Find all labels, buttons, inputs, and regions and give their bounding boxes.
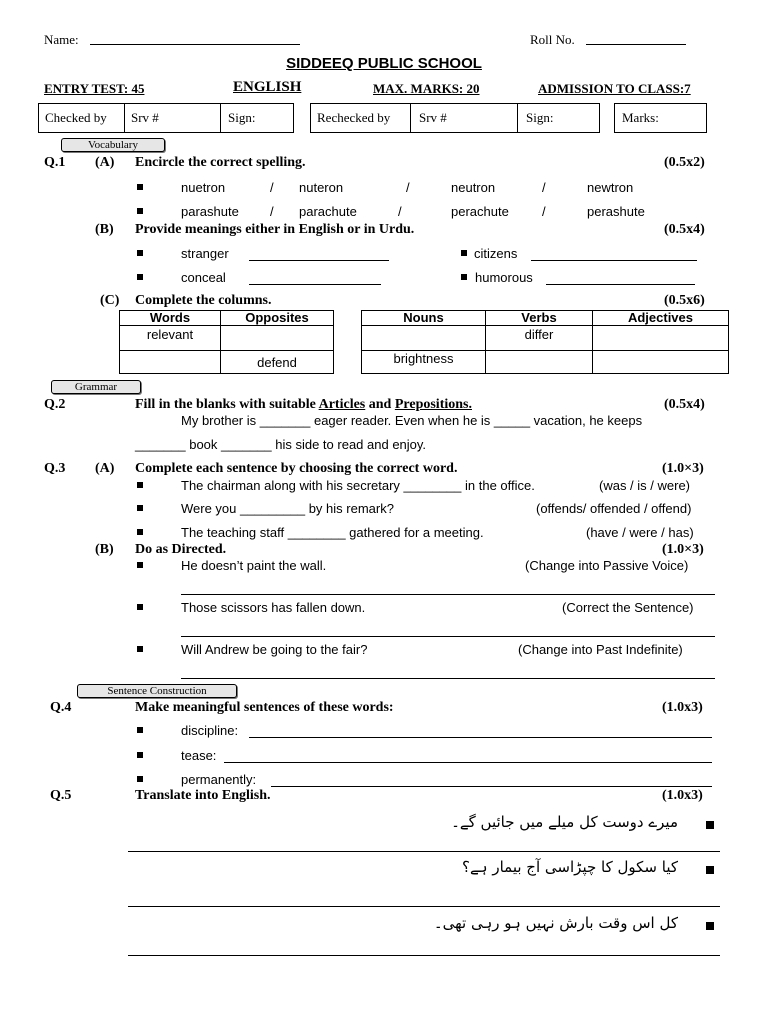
q3a-marks: (1.0×3) xyxy=(662,461,704,476)
q1b-title: Provide meanings either in English or in Urdu. xyxy=(135,222,415,237)
bullet-icon xyxy=(461,274,467,280)
srv2-label: Srv # xyxy=(419,110,447,125)
separator: / xyxy=(542,180,546,195)
spelling-option[interactable]: parashute xyxy=(181,204,239,219)
table-header: Verbs xyxy=(485,310,593,326)
table-header: Adjectives xyxy=(592,310,729,326)
q5-marks: (1.0x3) xyxy=(662,788,703,803)
answer-line[interactable] xyxy=(271,786,712,787)
bullet-icon xyxy=(706,922,714,930)
roll-input-line[interactable] xyxy=(586,44,686,45)
section-tag-sentence-construction: Sentence Construction xyxy=(77,684,237,698)
bullet-icon xyxy=(137,274,143,280)
q3b-sentence: Those scissors has fallen down. xyxy=(181,600,366,615)
separator: / xyxy=(270,204,274,219)
table-cell-blank[interactable] xyxy=(361,325,486,351)
table-cell-blank[interactable] xyxy=(592,350,729,374)
spelling-option[interactable]: nuetron xyxy=(181,180,226,195)
q1b-marks: (0.5x4) xyxy=(664,222,705,237)
table-cell: brightness xyxy=(361,350,486,374)
q3a-sentence: Were you _________ by his remark? xyxy=(181,501,394,516)
checked-by-label: Checked by xyxy=(45,110,107,125)
bullet-icon xyxy=(706,821,714,829)
roll-label: Roll No. xyxy=(530,32,575,47)
q1c-label: (C) xyxy=(100,293,120,308)
q3b-instruction: (Change into Past Indefinite) xyxy=(518,642,683,657)
q2-passage-line: My brother is _______ eager reader. Even when he is _____ vacation, he keeps xyxy=(181,413,643,428)
spelling-option[interactable]: perachute xyxy=(451,204,509,219)
bullet-icon xyxy=(137,184,143,190)
spelling-option[interactable]: newtron xyxy=(587,180,634,195)
q4-word: permanently: xyxy=(181,772,257,787)
q3a-label: (A) xyxy=(95,461,115,476)
rechecked-by-label: Rechecked by xyxy=(317,110,391,125)
separator: / xyxy=(406,180,410,195)
table-cell-blank[interactable] xyxy=(592,325,729,351)
q1a-marks: (0.5x2) xyxy=(664,155,705,170)
bullet-icon xyxy=(137,776,143,782)
meaning-word: humorous xyxy=(475,270,533,285)
q3a-title: Complete each sentence by choosing the correct word. xyxy=(135,461,458,476)
table-header: Opposites xyxy=(220,310,334,326)
separator: / xyxy=(398,204,402,219)
answer-line[interactable] xyxy=(531,260,697,261)
q2-marks: (0.5x4) xyxy=(664,397,705,412)
marks-label: Marks: xyxy=(622,110,659,125)
q3b-marks: (1.0×3) xyxy=(662,542,704,557)
bullet-icon xyxy=(137,604,143,610)
admission-class: ADMISSION TO CLASS:7 xyxy=(538,81,691,96)
answer-line[interactable] xyxy=(128,955,720,956)
spelling-option[interactable]: nuteron xyxy=(299,180,344,195)
q3a-options: (was / is / were) xyxy=(599,478,691,493)
separator: / xyxy=(542,204,546,219)
q3b-title: Do as Directed. xyxy=(135,542,227,557)
bullet-icon xyxy=(137,562,143,568)
separator: / xyxy=(270,180,274,195)
q2-title: Fill in the blanks with suitable Articles and Prepositions. xyxy=(135,397,472,412)
table-header: Nouns xyxy=(361,310,486,326)
q3a-sentence: The teaching staff ________ gathered for a meeting. xyxy=(181,525,484,540)
entry-test: ENTRY TEST: 45 xyxy=(44,81,145,96)
answer-line[interactable] xyxy=(128,851,720,852)
subject-title: ENGLISH xyxy=(233,79,302,95)
spelling-option[interactable]: parachute xyxy=(299,204,357,219)
max-marks: MAX. MARKS: 20 xyxy=(373,81,480,96)
answer-line[interactable] xyxy=(249,737,712,738)
q4-marks: (1.0x3) xyxy=(662,700,703,715)
table-cell-blank[interactable] xyxy=(220,325,334,351)
bullet-icon xyxy=(137,505,143,511)
q1c-title: Complete the columns. xyxy=(135,293,272,308)
sign2-label: Sign: xyxy=(526,110,554,125)
bullet-icon xyxy=(137,752,143,758)
urdu-sentence: کیا سکول کا چپڑاسی آج بیمار ہے؟ xyxy=(462,858,678,876)
name-label: Name: xyxy=(44,32,79,47)
srv-label: Srv # xyxy=(131,110,159,125)
table-cell: differ xyxy=(485,325,593,351)
q3b-instruction: (Change into Passive Voice) xyxy=(525,558,689,573)
answer-line[interactable] xyxy=(249,260,389,261)
q2-passage-line: _______ book _______ his side to read and enjoy. xyxy=(135,437,427,452)
sign-label: Sign: xyxy=(228,110,256,125)
q3b-instruction: (Correct the Sentence) xyxy=(562,600,694,615)
q3-number: Q.3 xyxy=(44,461,66,476)
spelling-option[interactable]: perashute xyxy=(587,204,645,219)
q5-number: Q.5 xyxy=(50,788,72,803)
answer-line[interactable] xyxy=(181,594,715,595)
bullet-icon xyxy=(137,646,143,652)
bullet-icon xyxy=(137,727,143,733)
name-input-line[interactable] xyxy=(90,44,300,45)
q3a-options: (have / were / has) xyxy=(586,525,694,540)
meaning-word: stranger xyxy=(181,246,229,261)
q4-number: Q.4 xyxy=(50,700,72,715)
q1-number: Q.1 xyxy=(44,155,66,170)
table-header: Words xyxy=(119,310,221,326)
bullet-icon xyxy=(137,529,143,535)
q1c-marks: (0.5x6) xyxy=(664,293,705,308)
q3b-sentence: He doesn’t paint the wall. xyxy=(181,558,327,573)
q3a-options: (offends/ offended / offend) xyxy=(536,501,692,516)
answer-line[interactable] xyxy=(181,636,715,637)
q1a-label: (A) xyxy=(95,155,115,170)
table-cell-blank[interactable] xyxy=(119,350,221,374)
answer-line[interactable] xyxy=(181,678,715,679)
urdu-sentence: میرے دوست کل میلے میں جائیں گے۔ xyxy=(451,813,678,831)
table-cell-blank[interactable] xyxy=(485,350,593,374)
bullet-icon xyxy=(137,208,143,214)
meaning-word: conceal xyxy=(181,270,226,285)
q5-title: Translate into English. xyxy=(135,788,271,803)
bullet-icon xyxy=(461,250,467,256)
bullet-icon xyxy=(137,482,143,488)
urdu-sentence: کل اس وقت بارش نہیں ہو رہی تھی۔ xyxy=(433,914,678,932)
school-title: SIDDEEQ PUBLIC SCHOOL xyxy=(286,55,482,72)
bullet-icon xyxy=(706,866,714,874)
q4-word: tease: xyxy=(181,748,217,763)
q2-number: Q.2 xyxy=(44,397,66,412)
answer-line[interactable] xyxy=(546,284,695,285)
q4-title: Make meaningful sentences of these words: xyxy=(135,700,394,715)
table-cell: defend xyxy=(220,350,334,374)
section-tag-vocabulary: Vocabulary xyxy=(61,138,165,152)
section-tag-grammar: Grammar xyxy=(51,380,141,394)
q4-word: discipline: xyxy=(181,723,239,738)
answer-line[interactable] xyxy=(249,284,381,285)
q1b-label: (B) xyxy=(95,222,114,237)
answer-line[interactable] xyxy=(128,906,720,907)
table-cell: relevant xyxy=(119,325,221,351)
q3b-label: (B) xyxy=(95,542,114,557)
bullet-icon xyxy=(137,250,143,256)
q3b-sentence: Will Andrew be going to the fair? xyxy=(181,642,368,657)
q1a-title: Encircle the correct spelling. xyxy=(135,155,306,170)
q3a-sentence: The chairman along with his secretary ________ in the office. xyxy=(181,478,535,493)
meaning-word: citizens xyxy=(474,246,518,261)
answer-line[interactable] xyxy=(224,762,712,763)
spelling-option[interactable]: neutron xyxy=(451,180,496,195)
